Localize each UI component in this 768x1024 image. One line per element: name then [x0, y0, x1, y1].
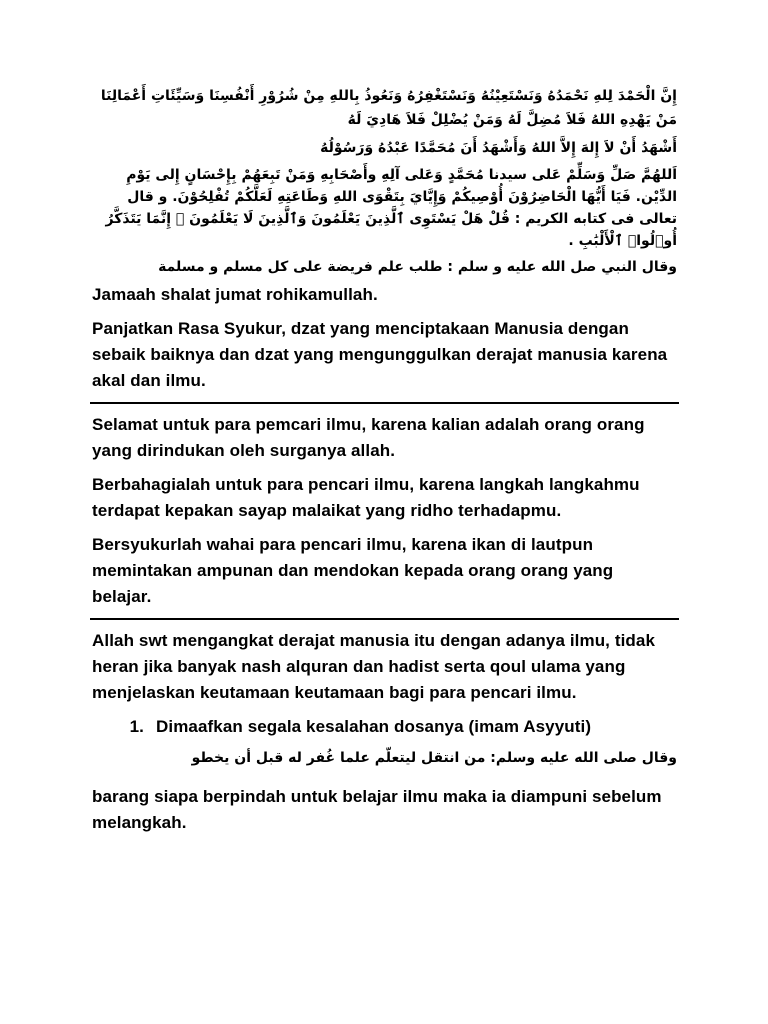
list-item-number: 1.	[129, 717, 144, 736]
arabic-salawat-and-verse: اَللهُمَّ صَلِّ وَسَلِّمْ عَلى سيدنا مُحَمَّدٍ وَعَلى آلِهِ وأَصْحَابِهِ وَمَنْ تَبِعَهُمْ بِإِحْسَانٍ إِلى يَوْمِ الدِّيْن. فَيَا أَيُّهَا الْحَاضِرُوْنَ أُوْصِيكُمْ وَإِيَّايَ بِتَقْوَى اللهِ وَطَاعَتِهِ لَعَلَّكُمْ تُفْلِحُوْنَ. و قال تعالى فى كتابه الكريم : قُلْ هَلْ يَسْتَوِى ٱلَّذِينَ يَعْلَمُونَ وَٱلَّذِينَ لَا يَعْلَمُونَ ۗ إِنَّمَا يَتَذَكَّرُ أُو۟لُوا۟ ٱلْأَلْبَٰبِ .	[105, 167, 677, 249]
document-page	[92, 84, 677, 844]
list-item	[92, 714, 677, 740]
virtue-of-knowledge-paragraph: Allah swt mengangkat derajat manusia itu dengan adanya ilmu, tidak heran jika banyak nash alquran dan hadist serta qoul ulama yang menjelaskan keutamaan keutamaan bagi para pencari ilmu.	[92, 631, 656, 702]
arabic-hadith-forgiveness: وقال صلى الله عليه وسلم: من انتقل ليتعلّم علما غُفر له قبل أن يخطو	[191, 750, 677, 766]
section-divider	[90, 618, 679, 620]
arabic-hadith-seeking-knowledge: وقال النبي صل الله عليه و سلم : طلب علم فريضة على كل مسلم و مسلمة	[158, 259, 677, 275]
arabic-shahada: أَشْهَدُ أَنْ لاَ إِلهَ إِلاَّ اللهُ وَأَشْهَدُ أَنَ مُحَمَّدًا عَبْدُهُ وَرَسُوْلُهُ	[320, 140, 677, 156]
happiness-paragraph: Berbahagialah untuk para pencari ilmu, karena langkah langkahmu terdapat kepakan sayap malaikat yang ridho terhadapmu.	[92, 475, 640, 520]
greeting-paragraph: Jamaah shalat jumat rohikamullah.	[92, 285, 378, 304]
section-divider	[90, 402, 679, 404]
thankfulness-paragraph: Bersyukurlah wahai para pencari ilmu, karena ikan di lautpun memintakan ampunan dan mendokan kepada orang orang yang belajar.	[92, 535, 614, 606]
arabic-opening-praise: إِنَّ الْحَمْدَ لِلهِ نَحْمَدُهُ وَنَسْتَعِيْنُهُ وَنَسْتَغْفِرُهُ وَنَعُوذُ بِاللهِ مِنْ شُرُوْرِ أَنْفُسِنَا وَسَيِّئَاتِ أَعْمَالِنَا مَنْ يَهْدِهِ اللهُ فَلاَ مُضِلَّ لَهُ وَمَنْ يُضْلِلْ فَلاَ هَادِيَ لَهُ	[100, 88, 677, 128]
gratitude-paragraph: Panjatkan Rasa Syukur, dzat yang menciptakaan Manusia dengan sebaik baiknya dan dzat yang mengunggulkan derajat manusia karena akal dan ilmu.	[92, 319, 668, 390]
hadith-translation-paragraph: barang siapa berpindah untuk belajar ilmu maka ia diampuni sebelum melangkah.	[92, 787, 662, 832]
list-item-text: Dimaafkan segala kesalahan dosanya (imam Asyyuti)	[156, 717, 592, 736]
congratulation-paragraph: Selamat untuk para pemcari ilmu, karena kalian adalah orang orang yang dirindukan oleh surganya allah.	[92, 415, 645, 460]
